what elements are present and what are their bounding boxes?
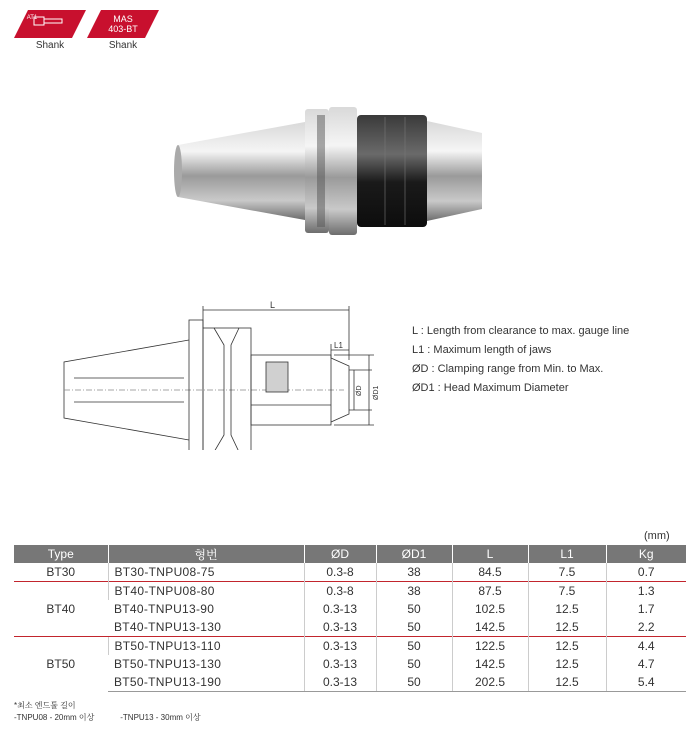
table-row (14, 655, 686, 673)
col-header-type: Type (14, 545, 108, 563)
table-row (14, 637, 686, 656)
kg-cell: 4.4 (606, 637, 686, 656)
dim-label-l1: L1 (334, 341, 343, 350)
dimension-legend (412, 322, 629, 398)
col-header-kg: Kg (606, 545, 686, 563)
type-cell: BT50 (14, 637, 108, 692)
col-header-model: 형번 (108, 545, 304, 563)
mas-badge (87, 10, 159, 51)
l-cell: 102.5 (452, 600, 528, 618)
type-cell: BT30 (46, 565, 76, 579)
kg-cell: 2.2 (606, 618, 686, 637)
table-row (14, 582, 686, 601)
note-items (14, 712, 201, 724)
kg-cell: 4.7 (606, 655, 686, 673)
kg-cell: 1.7 (606, 600, 686, 618)
model-cell: BT50-TNPU13-110 (108, 637, 304, 656)
d-cell: 0.3-13 (304, 673, 376, 692)
l1-cell: 7.5 (528, 582, 606, 601)
spec-table (14, 545, 686, 692)
d1-cell: 50 (376, 600, 452, 618)
d1-cell: 38 (376, 563, 452, 582)
mas-top-text: MAS (113, 14, 133, 24)
model-cell: BT40-TNPU08-80 (108, 582, 304, 601)
table-row (14, 563, 686, 582)
col-header-d1: ØD1 (376, 545, 452, 563)
note-item: -TNPU13 - 30mm 이상 (120, 713, 201, 722)
table-header-row (14, 545, 686, 563)
d-cell: 0.3-13 (304, 637, 376, 656)
note-title: *최소 엔드툴 길이 (14, 701, 76, 710)
technical-drawing (44, 300, 389, 450)
dim-label-d: ØD (356, 385, 363, 396)
d-cell: 0.3-13 (304, 655, 376, 673)
table-row (14, 673, 686, 692)
shank-type-badge (14, 10, 86, 51)
col-header-l: L (452, 545, 528, 563)
d-cell: 0.3-8 (304, 582, 376, 601)
table-row (14, 618, 686, 637)
legend-d: ØD : Clamping range from Min. to Max. (412, 363, 604, 375)
type-cell: BT40 (14, 582, 108, 637)
model-cell: BT50-TNPU13-190 (108, 673, 304, 692)
d1-cell: 38 (376, 582, 452, 601)
l-cell: 122.5 (452, 637, 528, 656)
note-item: -TNPU08 - 20mm 이상 (14, 713, 95, 722)
model-cell: BT40-TNPU13-130 (114, 620, 222, 634)
col-header-d: ØD (304, 545, 376, 563)
dim-label-d1: ØD1 (373, 385, 380, 400)
model-cell: BT50-TNPU13-130 (114, 657, 222, 671)
d1-cell: 50 (376, 673, 452, 692)
legend-d1: ØD1 : Head Maximum Diameter (412, 382, 569, 394)
d1-cell: 50 (376, 618, 452, 637)
table-row (14, 600, 686, 618)
d-cell: 0.3-13 (304, 618, 376, 637)
d1-cell: 50 (376, 637, 452, 656)
badge-caption: Shank (108, 40, 138, 51)
l-cell: 202.5 (452, 673, 528, 692)
dim-label-l: L (270, 300, 276, 310)
badge-caption: Shank (35, 40, 65, 51)
at1-icon-text: AT1 (26, 15, 38, 21)
model-cell: BT30-TNPU08-75 (108, 563, 304, 582)
legend-l: L : Length from clearance to max. gauge line (412, 325, 630, 337)
unit-label: (mm) (644, 530, 670, 542)
l1-cell: 12.5 (528, 637, 606, 656)
col-header-l1: L1 (528, 545, 606, 563)
d1-cell: 50 (376, 655, 452, 673)
kg-cell: 5.4 (606, 673, 686, 692)
l-cell: 84.5 (452, 563, 528, 582)
d-cell: 0.3-13 (304, 600, 376, 618)
l-cell: 87.5 (452, 582, 528, 601)
l1-cell: 12.5 (528, 655, 606, 673)
tool-holder-photo (170, 95, 500, 255)
l1-cell: 12.5 (528, 600, 606, 618)
l1-cell: 12.5 (528, 618, 606, 637)
l-cell: 142.5 (452, 618, 528, 637)
d-cell: 0.3-8 (304, 563, 376, 582)
l1-cell: 12.5 (528, 673, 606, 692)
l1-cell: 7.5 (528, 563, 606, 582)
l-cell: 142.5 (452, 655, 528, 673)
footnotes (14, 700, 201, 724)
model-cell: BT40-TNPU13-90 (114, 602, 215, 616)
kg-cell: 0.7 (606, 563, 686, 582)
mas-bottom-text: 403-BT (108, 24, 138, 34)
kg-cell: 1.3 (606, 582, 686, 601)
legend-l1: L1 : Maximum length of jaws (412, 344, 552, 356)
